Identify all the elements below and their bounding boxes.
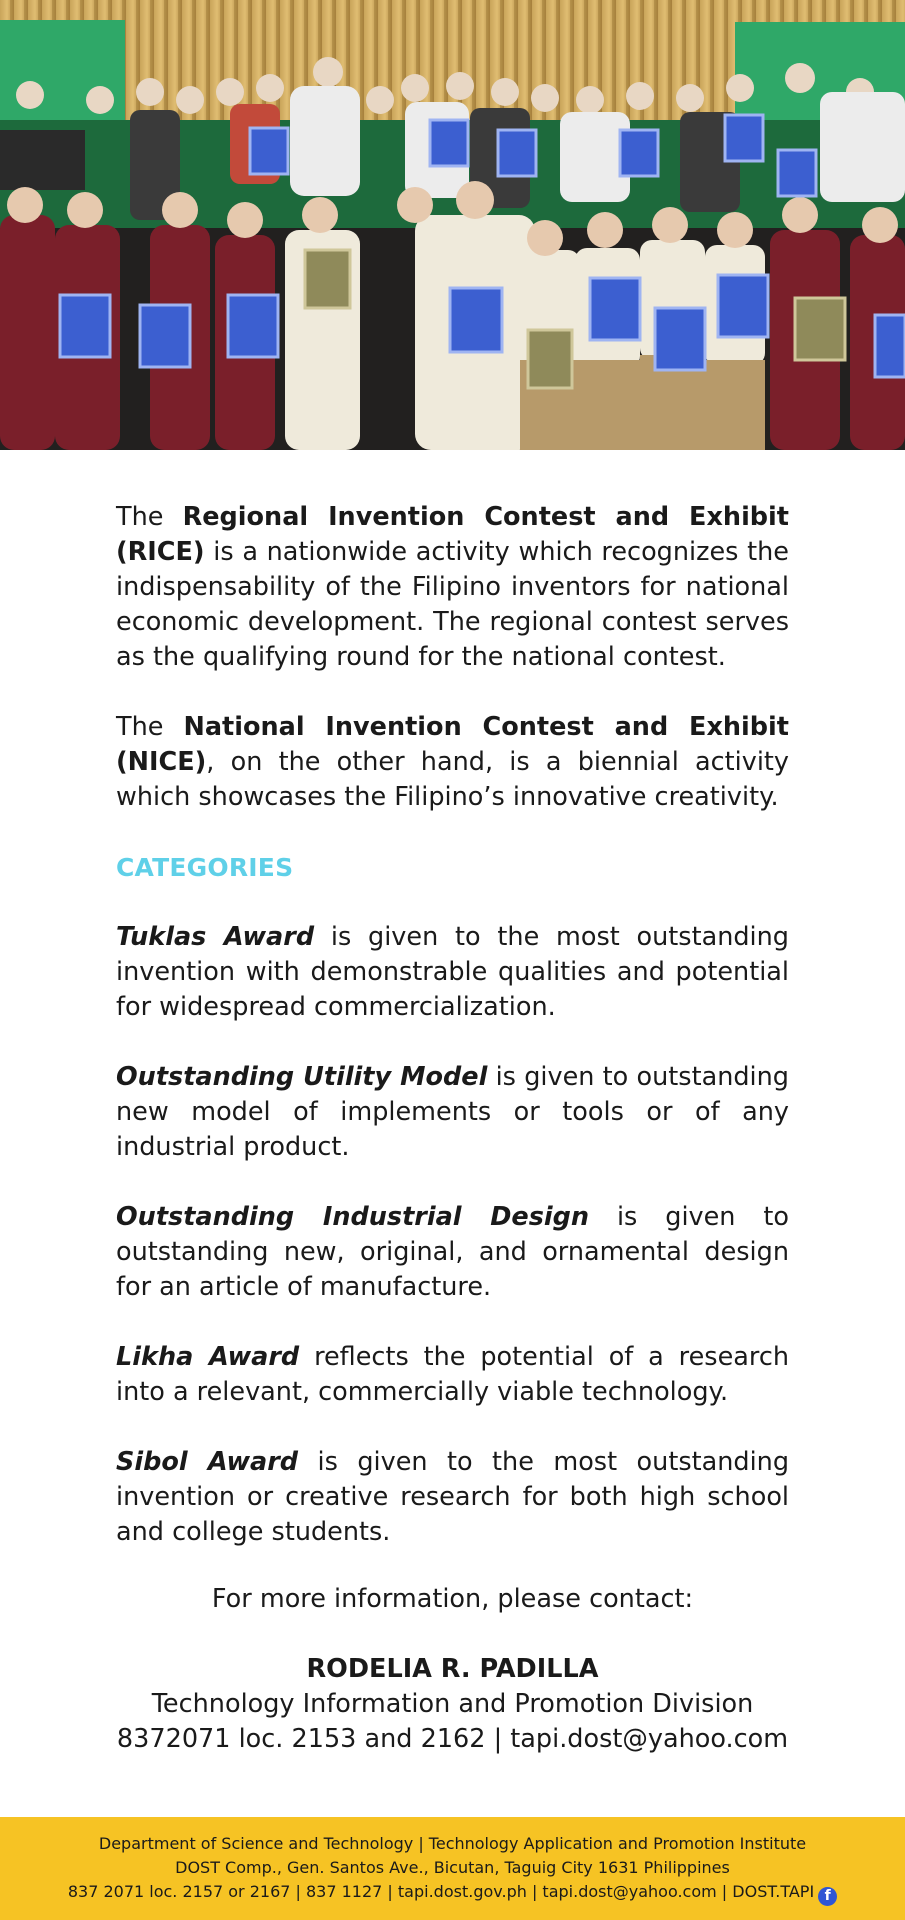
group-photo-image	[0, 0, 905, 450]
rice-paragraph	[116, 500, 789, 675]
categories-heading: CATEGORIES	[116, 853, 294, 882]
category-item	[116, 1445, 789, 1550]
rice-text: is a nationwide activity which recognizes the indispensability of the Filipino inventors for national economic development. The regional contest serves as the qualifying round for the national contest.	[116, 537, 789, 672]
category-name: Likha Award	[116, 1342, 300, 1372]
nice-title: National Invention Contest and Exhibit (NICE)	[116, 712, 789, 777]
rice-title: Regional Invention Contest and Exhibit (RICE)	[116, 502, 789, 567]
contact-intro: For more information, please contact:	[211, 1584, 694, 1614]
category-text: is given to the most outstanding invention with demonstrable qualities and potential for widespread commercialization.	[116, 922, 789, 1022]
contact-division: Technology Information and Promotion Division	[151, 1689, 754, 1719]
category-text: is given to outstanding new model of implements or tools or of any industrial product.	[116, 1062, 789, 1162]
nice-pre: The	[116, 712, 184, 742]
category-name: Tuklas Award	[116, 922, 315, 952]
category-text: is given to the most outstanding invention or creative research for both high school and college students.	[116, 1447, 790, 1547]
nice-text: , on the other hand, is a biennial activity which showcases the Filipino’s innovative creativity.	[116, 747, 789, 812]
category-name: Sibol Award	[116, 1447, 299, 1477]
contact-name: RODELIA R. PADILLA	[306, 1654, 599, 1684]
footer-address: DOST Comp., Gen. Santos Ave., Bicutan, Taguig City 1631 Philippines	[175, 1857, 730, 1877]
footer-contacts-text: 837 2071 loc. 2157 or 2167 | 837 1127 | tapi.dost.gov.ph | tapi.dost@yahoo.com | DOST.TAPI	[67, 1881, 815, 1901]
category-item	[116, 1200, 789, 1305]
category-item	[116, 1340, 789, 1410]
contact-phone-email: 8372071 loc. 2153 and 2162 | tapi.dost@yahoo.com	[116, 1724, 789, 1754]
group-photo	[0, 0, 905, 450]
category-item	[116, 1060, 789, 1165]
footer-agency: Department of Science and Technology | Technology Application and Promotion Institute	[98, 1833, 807, 1853]
category-name: Outstanding Utility Model	[116, 1062, 488, 1092]
nice-paragraph	[116, 710, 789, 815]
category-name: Outstanding Industrial Design	[116, 1202, 590, 1232]
footer-contacts	[68, 1880, 837, 1906]
category-text: is given to outstanding new, original, and ornamental design for an article of manufacture.	[116, 1202, 789, 1302]
footer	[0, 1817, 905, 1920]
rice-pre: The	[116, 502, 183, 532]
contact-block	[116, 1582, 789, 1757]
category-text: reflects the potential of a research into a relevant, commercially viable technology.	[116, 1342, 790, 1407]
facebook-icon[interactable]: f	[818, 1887, 837, 1906]
content	[116, 500, 789, 1550]
category-item	[116, 920, 789, 1025]
